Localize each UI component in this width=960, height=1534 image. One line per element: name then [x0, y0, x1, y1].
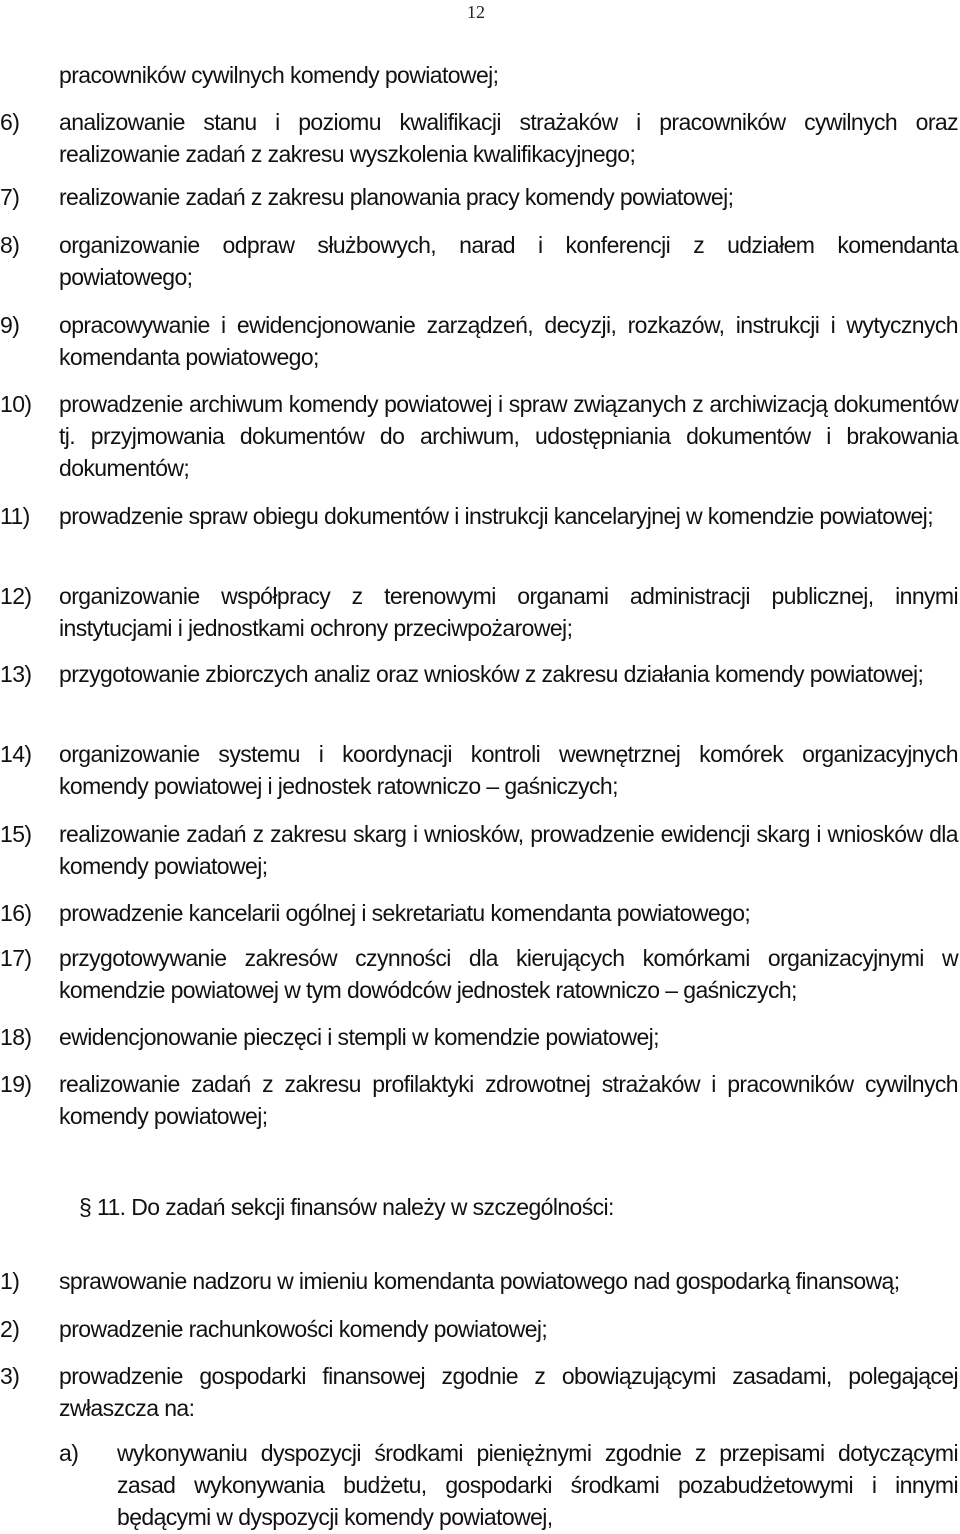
list-item — [0, 181, 958, 213]
list-item-number: 12) — [0, 583, 32, 609]
list-item-text: realizowanie zadań z zakresu profilaktyki zdrowotnej strażaków i pracowników cywilnych komendy powiatowej; — [59, 1071, 958, 1129]
list-item-number: 6) — [0, 109, 20, 135]
list-item — [0, 1068, 958, 1132]
list-item-number: 9) — [0, 312, 20, 338]
list-item-number: 14) — [0, 741, 32, 767]
list-item-number: 13) — [0, 661, 32, 687]
list-item-text: organizowanie współpracy z terenowymi organami administracji publicznej, innymi instytucjami i jednostkami ochrony przeciwpożarowej; — [59, 583, 958, 641]
list-item — [0, 658, 958, 690]
list-item — [0, 942, 958, 1006]
list-item-number: 8) — [0, 232, 20, 258]
list-item — [0, 580, 958, 644]
list-item — [0, 1021, 958, 1053]
list-item — [0, 106, 958, 170]
list-item-number: 11) — [0, 503, 30, 529]
list-item-number: 15) — [0, 821, 32, 847]
list-item-text: prowadzenie archiwum komendy powiatowej i spraw związanych z archiwizacją dokumentów tj. przyjmowania dokumentów do archiwum, udostępniania dokumentów i brakowania dokumentów; — [59, 391, 958, 481]
list-item-text: prowadzenie gospodarki finansowej zgodnie z obowiązującymi zasadami, polegającej zwłaszcza na: — [59, 1363, 958, 1421]
list-item-text: organizowanie systemu i koordynacji kontroli wewnętrznej komórek organizacyjnych komendy powiatowej i jednostek ratowniczo – gaśniczych; — [59, 741, 958, 799]
list-item-text: opracowywanie i ewidencjonowanie zarządzeń, decyzji, rozkazów, instrukcji i wytycznych komendanta powiatowego; — [59, 312, 958, 370]
section-heading — [79, 1191, 614, 1223]
list-item-text: realizowanie zadań z zakresu skarg i wniosków, prowadzenie ewidencji skarg i wniosków dla komendy powiatowej; — [59, 821, 958, 879]
list-item-number: 17) — [0, 945, 32, 971]
list-item-number: 19) — [0, 1071, 32, 1097]
list-item-text: prowadzenie kancelarii ogólnej i sekretariatu komendanta powiatowego; — [59, 900, 751, 926]
list-item-text: realizowanie zadań z zakresu planowania pracy komendy powiatowej; — [59, 184, 734, 210]
list-item-number: 1) — [0, 1268, 20, 1294]
list-item-text: pracowników cywilnych komendy powiatowej; — [59, 62, 499, 88]
page-number: 12 — [467, 2, 485, 22]
list-item-number: 16) — [0, 900, 32, 926]
list-item-number: 3) — [0, 1363, 20, 1389]
finance-list-item — [0, 1360, 958, 1424]
list-item-number: 2) — [0, 1316, 20, 1342]
finance-list-item — [0, 1265, 958, 1297]
list-item-text: sprawowanie nadzoru w imieniu komendanta powiatowego nad gospodarką finansową; — [59, 1268, 900, 1294]
list-item-number: 18) — [0, 1024, 32, 1050]
list-item-text: przygotowanie zbiorczych analiz oraz wniosków z zakresu działania komendy powiatowej; — [59, 661, 924, 687]
list-item — [0, 388, 958, 484]
list-item-text: ewidencjonowanie pieczęci i stempli w komendzie powiatowej; — [59, 1024, 659, 1050]
list-item-text: analizowanie stanu i poziomu kwalifikacji strażaków i pracowników cywilnych oraz realizowanie zadań z zakresu wyszkolenia kwalifikacyjnego; — [59, 109, 958, 167]
finance-sub-item — [0, 1437, 958, 1533]
finance-list-item — [0, 1313, 958, 1345]
list-item-number: 10) — [0, 391, 32, 417]
list-item — [0, 229, 958, 293]
list-item-text: prowadzenie spraw obiegu dokumentów i instrukcji kancelaryjnej w komendzie powiatowej; — [59, 503, 933, 529]
list-item — [0, 818, 958, 882]
list-item-continuation — [0, 59, 958, 91]
sub-item-text: wykonywaniu dyspozycji środkami pieniężnymi zgodnie z przepisami dotyczącymi zasad wykonywania budżetu, gospodarki środkami pozabudżetowymi i innymi będącymi w dyspozycji komendy powiatowej, — [117, 1440, 958, 1530]
section-symbol: § — [79, 1194, 92, 1220]
list-item — [0, 897, 958, 929]
list-item-text: prowadzenie rachunkowości komendy powiatowej; — [59, 1316, 548, 1342]
list-item-text: przygotowywanie zakresów czynności dla kierujących komórkami organizacyjnymi w komendzie powiatowej w tym dowódców jednostek ratowniczo – gaśniczych; — [59, 945, 958, 1003]
list-item-text: organizowanie odpraw służbowych, narad i konferencji z udziałem komendanta powiatowego; — [59, 232, 958, 290]
sub-item-letter: a) — [59, 1440, 79, 1466]
section-number: 11. — [97, 1194, 126, 1220]
section-title: Do zadań sekcji finansów należy w szczególności: — [131, 1194, 614, 1220]
list-item — [0, 309, 958, 373]
list-item — [0, 500, 958, 532]
list-item — [0, 738, 958, 802]
list-item-number: 7) — [0, 184, 20, 210]
